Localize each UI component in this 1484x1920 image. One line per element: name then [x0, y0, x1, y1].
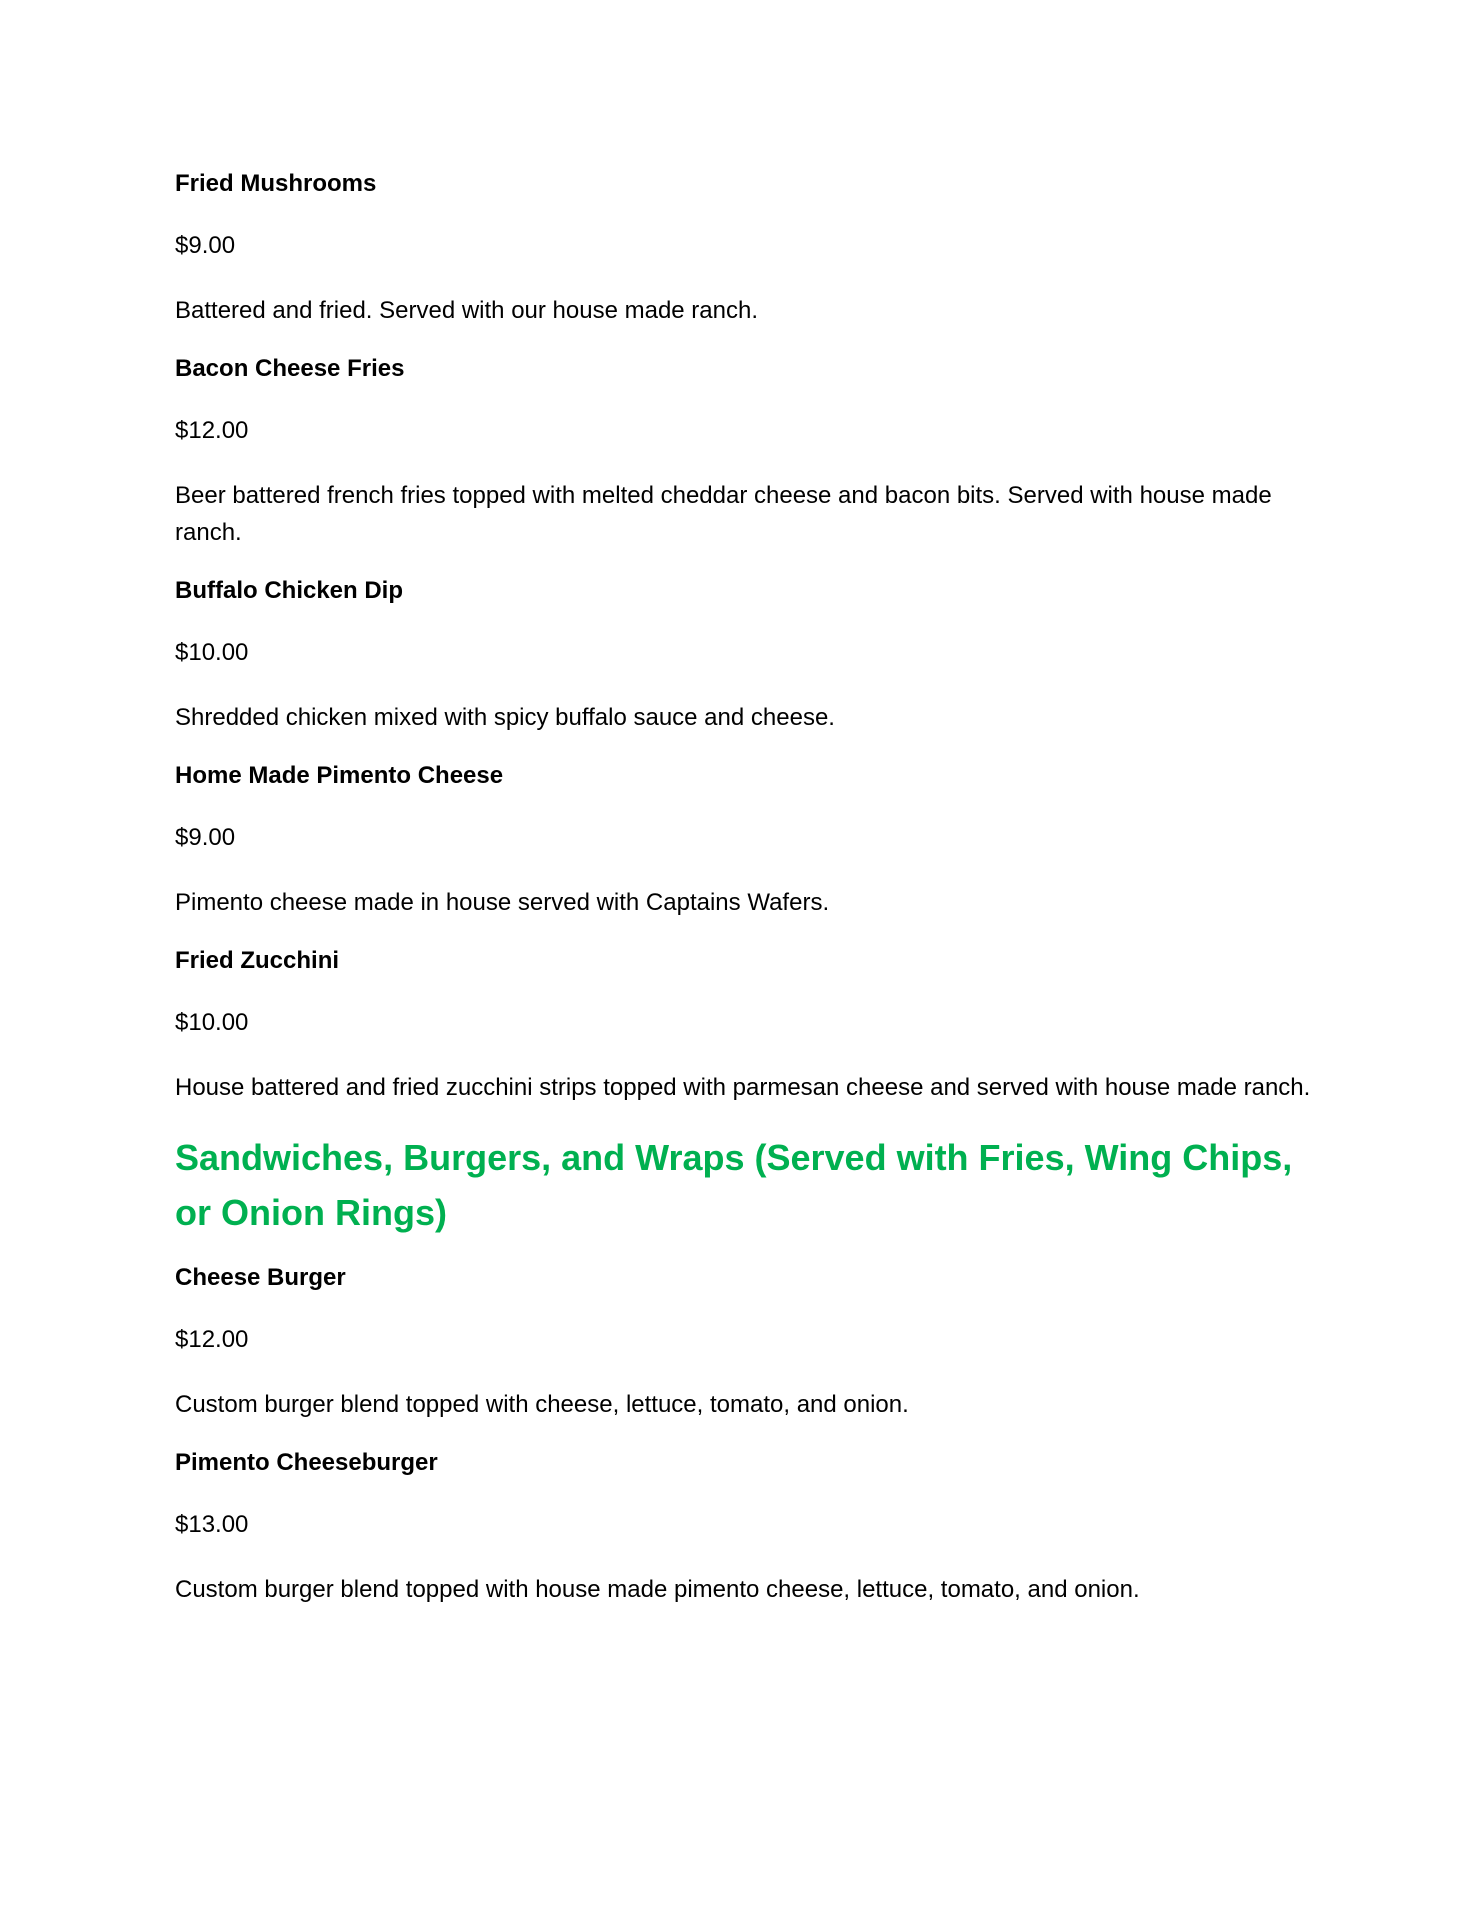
menu-item: [175, 1447, 1325, 1608]
item-description: Shredded chicken mixed with spicy buffalo sauce and cheese.: [175, 704, 835, 731]
item-price: $10.00: [175, 1009, 249, 1036]
item-name: Pimento Cheeseburger: [175, 1449, 438, 1476]
item-description: Pimento cheese made in house served with Captains Wafers.: [175, 889, 830, 916]
menu-item: [175, 575, 1325, 736]
item-price: $9.00: [175, 232, 236, 259]
item-price: $12.00: [175, 417, 249, 444]
item-price: $10.00: [175, 639, 249, 666]
item-price: $9.00: [175, 824, 236, 851]
item-name: Cheese Burger: [175, 1264, 346, 1291]
section-heading: Sandwiches, Burgers, and Wraps (Served with Fries, Wing Chips, or Onion Rings): [175, 1137, 1293, 1233]
item-name: Fried Zucchini: [175, 947, 340, 974]
item-price: $12.00: [175, 1326, 249, 1353]
item-description: House battered and fried zucchini strips topped with parmesan cheese and served with house made ranch.: [175, 1074, 1311, 1101]
menu-item: [175, 1262, 1325, 1423]
item-description: Beer battered french fries topped with melted cheddar cheese and bacon bits. Served with house made ranch.: [175, 482, 1272, 546]
menu-item: [175, 168, 1325, 329]
menu-item: [175, 760, 1325, 921]
menu-item: [175, 945, 1325, 1106]
item-name: Fried Mushrooms: [175, 170, 377, 197]
menu-page: [175, 168, 1325, 1632]
item-description: Custom burger blend topped with cheese, lettuce, tomato, and onion.: [175, 1391, 909, 1418]
item-price: $13.00: [175, 1511, 249, 1538]
item-description: Custom burger blend topped with house made pimento cheese, lettuce, tomato, and onion.: [175, 1576, 1140, 1603]
item-name: Home Made Pimento Cheese: [175, 762, 504, 789]
item-name: Buffalo Chicken Dip: [175, 577, 404, 604]
menu-item: [175, 353, 1325, 551]
item-description: Battered and fried. Served with our house made ranch.: [175, 297, 759, 324]
item-name: Bacon Cheese Fries: [175, 355, 405, 382]
